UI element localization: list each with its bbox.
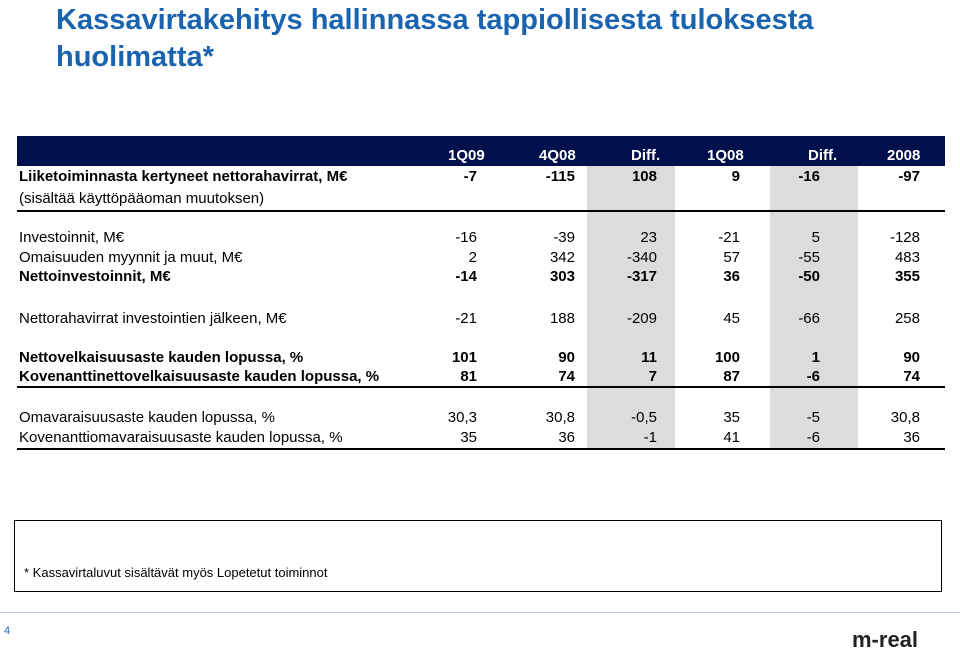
cell: 342 <box>549 249 575 266</box>
table-header <box>17 136 945 166</box>
cell: 74 <box>903 368 920 385</box>
cell: 36 <box>903 429 920 446</box>
cell: 36 <box>558 429 575 446</box>
row-label: Omaisuuden myynnit ja muut, M€ <box>19 249 243 266</box>
cell: -16 <box>455 229 477 246</box>
cell: 188 <box>549 310 575 327</box>
cell: 90 <box>903 349 920 366</box>
table-row <box>17 167 945 186</box>
footnote-box <box>14 520 942 592</box>
cell: 30,3 <box>447 409 477 426</box>
cell: 9 <box>731 168 740 185</box>
table-row <box>17 189 945 208</box>
table-row <box>17 248 945 267</box>
table-row <box>17 228 945 247</box>
table-row <box>17 428 945 447</box>
cell: 30,8 <box>545 409 575 426</box>
cell: 1 <box>811 349 820 366</box>
cell: -55 <box>798 249 820 266</box>
cell: 81 <box>460 368 477 385</box>
cell: 36 <box>723 268 740 285</box>
footnote: * Kassavirtaluvut sisältävät myös Lopetetut toiminnot <box>24 565 328 580</box>
cell: -128 <box>889 229 920 246</box>
cell: 30,8 <box>890 409 920 426</box>
cell: -66 <box>798 310 820 327</box>
logo-text: m-real <box>852 628 919 650</box>
cell: 100 <box>714 349 740 366</box>
cell: -7 <box>463 168 477 185</box>
cell: 101 <box>451 349 477 366</box>
cell: -14 <box>455 268 477 285</box>
cell: -6 <box>806 368 820 385</box>
cell: -209 <box>626 310 657 327</box>
page-number: 4 <box>4 625 11 637</box>
table-row <box>17 309 945 328</box>
cell: 303 <box>549 268 575 285</box>
table-row <box>17 348 945 367</box>
cell: 258 <box>894 310 920 327</box>
column-header: Diff. <box>808 147 838 164</box>
divider <box>17 210 945 212</box>
cell: -1 <box>643 429 657 446</box>
cell: -21 <box>718 229 740 246</box>
cell: 2 <box>468 249 477 266</box>
row-label: (sisältää käyttöpääoman muutoksen) <box>19 190 265 207</box>
cell: 35 <box>460 429 477 446</box>
table-row <box>17 408 945 427</box>
m-real-logo <box>850 628 960 650</box>
cell: 41 <box>723 429 740 446</box>
row-label: Liiketoiminnasta kertyneet nettorahavirrat, M€ <box>19 168 348 185</box>
cell: 7 <box>648 368 657 385</box>
table-row <box>17 367 945 386</box>
cell: -21 <box>455 310 477 327</box>
page-title: Kassavirtakehitys hallinnassa tappiollisesta tuloksesta huolimatta* <box>56 4 814 73</box>
column-header: Diff. <box>631 147 661 164</box>
column-header: 2008 <box>887 147 921 164</box>
cell: -6 <box>806 429 820 446</box>
cell: -39 <box>553 229 575 246</box>
cell: -115 <box>545 168 575 185</box>
cell: 108 <box>631 168 657 185</box>
cell: 35 <box>723 409 740 426</box>
row-label: Kovenanttinettovelkaisuusaste kauden lopussa, % <box>19 368 380 385</box>
cell: -16 <box>798 168 820 185</box>
column-header: 1Q08 <box>707 147 744 164</box>
row-label: Omavaraisuusaste kauden lopussa, % <box>19 409 275 426</box>
cell: 90 <box>558 349 575 366</box>
cell: 23 <box>640 229 657 246</box>
cell: -0,5 <box>631 409 657 426</box>
row-label: Nettoinvestoinnit, M€ <box>19 268 171 285</box>
cell: 45 <box>723 310 740 327</box>
cell: 57 <box>723 249 740 266</box>
cell: -50 <box>798 268 820 285</box>
cell: 5 <box>811 229 820 246</box>
cell: 483 <box>894 249 920 266</box>
divider <box>17 448 945 450</box>
row-label: Kovenanttiomavaraisuusaste kauden lopussa, % <box>19 429 343 446</box>
row-label: Nettorahavirrat investointien jälkeen, M€ <box>19 310 287 327</box>
cell: -317 <box>626 268 657 285</box>
footer-divider <box>0 612 960 613</box>
cell: -97 <box>898 168 920 185</box>
cell: 74 <box>558 368 575 385</box>
row-label: Nettovelkaisuusaste kauden lopussa, % <box>19 349 304 366</box>
cell: -5 <box>806 409 820 426</box>
table-row <box>17 267 945 286</box>
row-label: Investoinnit, M€ <box>19 229 125 246</box>
cell: -340 <box>626 249 657 266</box>
cash-flow-table <box>17 136 945 450</box>
cell: 11 <box>641 349 657 366</box>
cell: 355 <box>894 268 920 285</box>
column-header: 4Q08 <box>539 147 576 164</box>
divider <box>17 386 945 388</box>
cell: 87 <box>723 368 740 385</box>
column-header: 1Q09 <box>448 147 485 164</box>
